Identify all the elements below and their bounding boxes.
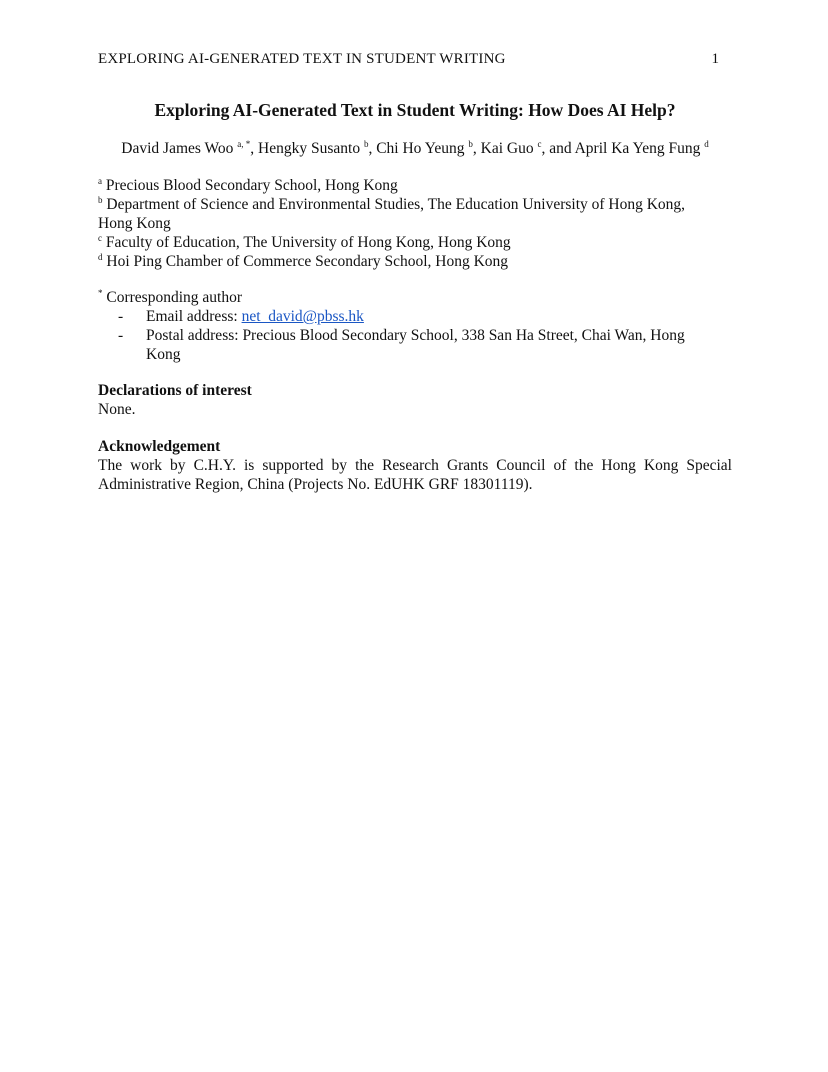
running-head: EXPLORING AI-GENERATED TEXT IN STUDENT WRITING [98,51,506,67]
corresponding-author-block [98,288,732,364]
author-separator: , [472,140,481,157]
acknowledgement-text: The work by C.H.Y. is supported by the Research Grants Council of the Hong Kong Special Administrative Region, China (Projects No. EdUHK GRF 18301119). [98,457,732,493]
affiliation-text: Faculty of Education, The University of Hong Kong, Hong Kong [105,234,511,251]
corresponding-label-text: Corresponding author [106,289,242,306]
author-affiliation-mark: d [704,139,709,149]
author-separator: , [250,140,259,157]
author-name: April Ka Yeng Fung [574,140,701,157]
affiliation-text: Department of Science and Environmental Studies, The Education University of Hong Kong, [106,196,686,213]
author-affiliation-mark: b [468,139,473,149]
author-affiliation-mark: a, * [237,139,251,149]
author-name: Kai Guo [480,140,534,157]
postal-item [98,326,714,364]
author-separator: , and [541,140,575,157]
author-separator: , [368,140,377,157]
affiliation-item [98,176,732,195]
declarations-section [98,381,732,419]
author-name: David James Woo [121,140,234,157]
author-name: Hengky Susanto [258,140,361,157]
corresponding-mark: * [98,288,103,298]
affiliation-mark: c [98,233,102,243]
declarations-text: None. [98,401,136,418]
affiliation-mark: b [98,195,103,205]
author-affiliation-mark: b [363,139,369,149]
affiliation-continuation: Hong Kong [98,215,171,232]
paper-title: Exploring AI-Generated Text in Student Writing: How Does AI Help? [154,100,676,120]
affiliation-mark: d [98,252,103,262]
email-item [98,307,714,326]
postal-label: Postal address: [146,327,243,344]
affiliation-item [98,195,732,214]
acknowledgement-section [98,437,732,494]
postal-address-line1: Precious Blood Secondary School, 338 San Ha Street, Chai Wan, Hong [242,327,685,344]
list-dash: - [118,308,124,325]
affiliation-item [98,252,732,271]
author-affiliation-mark: c [537,139,542,149]
affiliation-text: Hoi Ping Chamber of Commerce Secondary School, Hong Kong [106,253,509,270]
author-name: Chi Ho Yeung [376,140,465,157]
corresponding-author-label [98,288,732,307]
affiliation-text: Precious Blood Secondary School, Hong Kong [105,177,398,194]
email-label: Email address: [146,308,242,325]
affiliation-list [98,176,732,271]
list-dash: - [118,327,124,344]
postal-address-line2: Kong [146,346,181,363]
page-number: 1 [711,51,719,67]
contact-list [98,307,732,364]
affiliation-mark: a [98,176,102,186]
email-link[interactable]: net_david@pbss.hk [241,308,364,325]
declarations-heading: Declarations of interest [98,382,252,399]
affiliation-item [98,233,732,252]
author-list [98,139,732,158]
acknowledgement-heading: Acknowledgement [98,438,221,455]
